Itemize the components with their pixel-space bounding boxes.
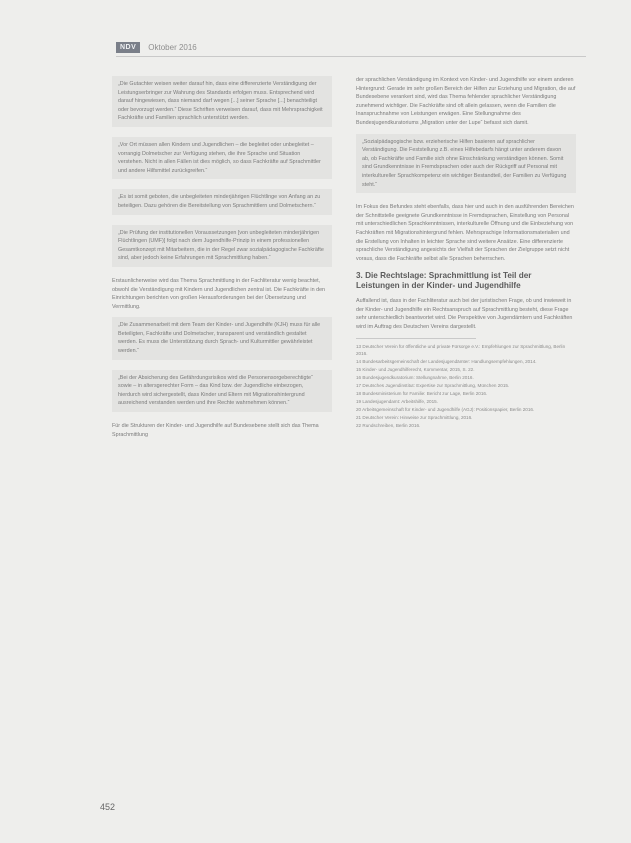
quote-box: „Die Gutachter weisen weiter darauf hin, dass eine differenzierte Verständigung der Leistungserbringer zur Wahrung des Standards erfolgen muss. Entsprechend wird darauf hingewiesen, dass niemand darf wegen [...] seiner Sprache [...] benachteiligt oder bevorzugt werden.“ Diese Schriften verweisen darauf, dass mit Mehrsprachigkeit Fachkräfte und Familien sprachlich unterstützt werden. <box>112 76 332 127</box>
footnotes <box>356 343 576 429</box>
footnote: 18 Bundesministerium für Familie: Bericht zur Lage, Berlin 2016. <box>356 390 488 396</box>
body-paragraph: der sprachlichen Verständigung im Kontext von Kinder- und Jugendhilfe vor einem anderen Hintergrund: Gerade im sehr großen Bereich der Hilfen zur Erziehung und Migration, die auf Bundesebene verankert sind, wird das Thema fehlender sprachlicher Verständigung zunehmend wichtiger. Die Fachkräfte sind oft allein gelassen, wenn die Familien die Inanspruchnahme von Leistungen erwägen. Eine Stellungnahme des Bundesjugendkuratoriums „Migration unter der Lupe“ befasst sich damit. <box>356 77 576 126</box>
quote-box: „Die Zusammenarbeit mit dem Team der Kinder- und Jugendhilfe (KJH) muss für alle Beteiligten, Fachkräfte und Dolmetscher, transparent und verständlich gestaltet werden. Es muss die Unterstützung durch Sprach- und Kulturmittler gewährleistet werden.“ <box>112 317 332 359</box>
footnote-rule <box>356 338 476 339</box>
footnote: 15 Kinder- und Jugendhilferecht, Kommentar, 2015, S. 22. <box>356 366 475 372</box>
footnote: 20 Arbeitsgemeinschaft für Kinder- und Jugendhilfe (AGJ): Positionspapier, Berlin 2016. <box>356 406 535 412</box>
quote-box: „Es ist somit geboten, die unbegleiteten minderjährigen Flüchtlinge von Anfang an zu beteiligen. Dazu gehören die Bereitstellung von Sprachmittlern und Dolmetschern.“ <box>112 189 332 214</box>
quote-box: „Vor Ort müssen allen Kindern und Jugendlichen – die begleitet oder unbegleitet – vorrangig Dolmetscher zur Verfügung stehen, die ihre Sprache und Situation verstehen. Nicht in allen Fällen ist dies möglich, so dass Fachkräfte auf Sprachmittler und andere Hilfsmittel zurückgreifen.“ <box>112 137 332 179</box>
section-heading: 3. Die Rechtslage: Sprachmittlung ist Teil der Leistungen in der Kinder- und Jugendhilfe <box>356 271 532 291</box>
body-paragraph: Auffallend ist, dass in der Fachliteratur auch bei der juristischen Frage, ob und inwieweit in der Kinder- und Jugendhilfe ein Rechtsanspruch auf Sprachmittlung besteht, diese Frage sehr unterschiedlich beantwortet wird. Die Perspektive von Jugendämtern und Fachkräften wird im Auftrag des Deutschen Vereins dargestellt. <box>356 298 573 331</box>
body-paragraph: Erstaunlicherweise wird das Thema Sprachmittlung in der Fachliteratur wenig beachtet, obwohl die Verständigung mit Kindern und Jugendlichen zentral ist. Die Fachkräfte in den Einrichtungen berichten von großen Herausforderungen bei der Übersetzung und Vermittlung. <box>112 277 326 310</box>
quote-box: „Die Prüfung der institutionellen Voraussetzungen [von unbegleiteten minderjährigen Flüchtlingen (UMF)] folgt nach dem Jugendhilfe-Prinzip in einem professionellen Gesamtkonzept mit Mitarbeitern, die in der Regel zwar sozialpädagogische Fachkräfte sind, aber jedoch keine Erfahrungen mit Sprachmittlung haben.“ <box>112 225 332 267</box>
body-paragraph: Im Fokus des Befundes steht ebenfalls, dass hier und auch in den ausführenden Bereichen der Schnittstelle geeignete Grundkenntnisse in Fremdsprachen, Einstellung von Personal mit unterschiedlichen Sprachkenntnissen, interkulturelle Öffnung und die Einbeziehung von Fachkräften mit Migrationshintergrund fehlen. Mehrsprachige Informationsmaterialien und die Erstellung von Inhalten in leichter Sprache sind weitere Ansätze. Eine differenzierte sprachliche Verständigung angesichts der Vielfalt der Sprachen der Zielgruppe setzt nicht voraus, dass die Fachkräfte selbst alle Sprachen beherrschen. <box>356 204 574 262</box>
footnote: 16 Bundesjugendkuratorium: Stellungnahme, Berlin 2016. <box>356 374 474 380</box>
right-column <box>356 76 576 430</box>
quote-box: „Bei der Absicherung des Gefährdungsrisikos wird die Personensorgeberechtigte“ sowie – in altersgerechter Form – das Kind bzw. der Jugendliche einbezogen, hierdurch wird sichergestellt, dass Kinder und Eltern mit Migrationshintergrund ausreichend verstanden werden und ihre Rechte wahrnehmen können.“ <box>112 370 332 412</box>
body-paragraph: Für die Strukturen der Kinder- und Jugendhilfe auf Bundesebene stellt sich das Thema Sprachmittlung <box>112 423 319 438</box>
quote-box: „Sozialpädagogische bzw. erzieherische Hilfen basieren auf sprachlicher Verständigung. Die Feststellung z.B. eines Hilfebedarfs hängt unter anderem davon ab, ob Fachkräfte und Familie sich ohne Einschränkung verständigen können. Somit sind Grundkenntnisse in Fremdsprachen oder auch der Rückgriff auf Personal mit interkultureller Sprachkompetenz ein wichtiger Bestandteil, der Familien zu Verfügung steht.“ <box>356 134 576 194</box>
footnote: 17 Deutsches Jugendinstitut: Expertise zur Sprachmittlung, München 2015. <box>356 382 510 388</box>
header-rule <box>116 56 586 57</box>
issue-date: Oktober 2016 <box>148 42 197 52</box>
footnote: 22 Rundschreiben, Berlin 2016. <box>356 422 421 428</box>
left-column <box>112 76 332 445</box>
page-number: 452 <box>100 802 116 812</box>
footnote: 14 Bundesarbeitsgemeinschaft der Landesjugendämter: Handlungsempfehlungen, 2014. <box>356 358 537 364</box>
page-header <box>116 41 197 53</box>
journal-badge: NDV <box>116 42 140 53</box>
footnote: 21 Deutscher Verein: Hinweise zur Sprachmittlung, 2016. <box>356 414 473 420</box>
footnote: 13 Deutscher Verein für öffentliche und private Fürsorge e.V.: Empfehlungen zur Sprachmittlung, Berlin 2016. <box>356 343 566 356</box>
footnote: 19 Landesjugendamt: Arbeitshilfe, 2015. <box>356 398 438 404</box>
